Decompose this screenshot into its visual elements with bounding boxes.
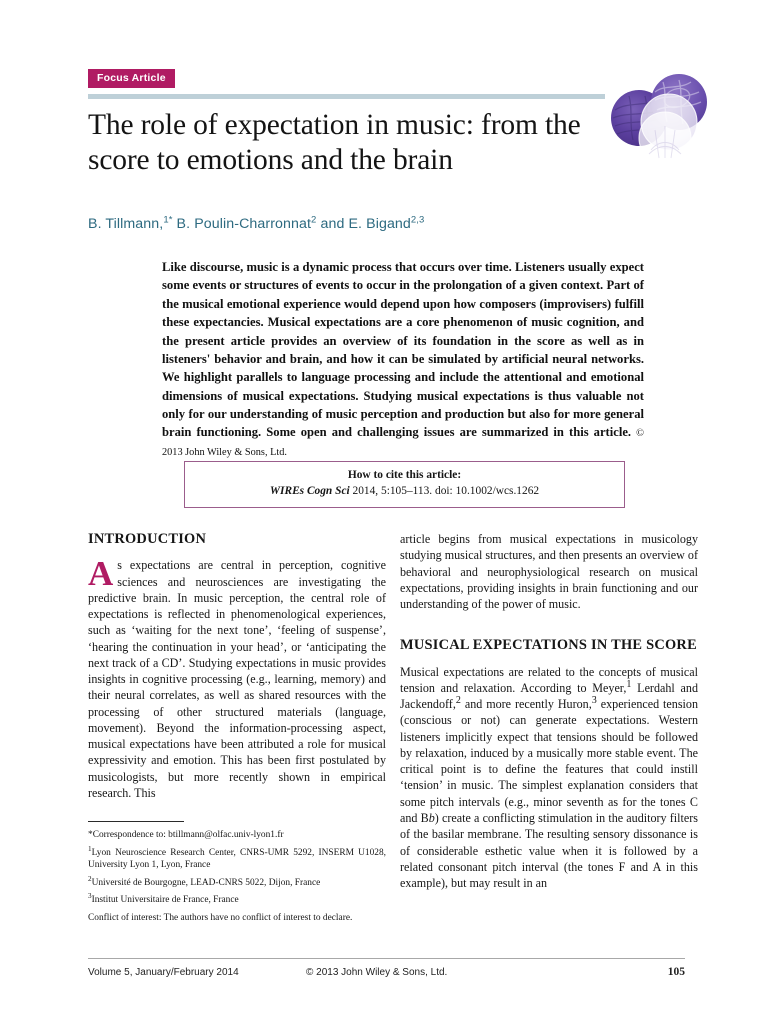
- affiliation-2-text: Université de Bourgogne, LEAD-CNRS 5022, Dijon, France: [91, 877, 321, 888]
- focus-article-badge: Focus Article: [88, 69, 175, 88]
- affiliation-1-marker: 1: [88, 844, 92, 853]
- me-text-2: Lerdahl and Jackendoff,: [400, 680, 698, 712]
- affiliation-3-marker: 3: [88, 891, 92, 900]
- right-column: [400, 531, 698, 891]
- how-to-cite-heading: How to cite this article:: [347, 469, 462, 481]
- left-column: [88, 531, 386, 801]
- me-text-4: experienced tension (conscious or not) can generate expectations. Western listeners implicitly expect that tensions should be followed by relaxation, induced by a musically more stable event. The critical point is to define the features that could instill ‘tension’ in music. The simplest explanation considers that some pitch intervals (e.g., minor seventh as for the tones C and B: [400, 697, 698, 825]
- how-to-cite-reference: [193, 484, 616, 500]
- how-to-cite-box: [184, 461, 625, 508]
- footnotes-block: [88, 821, 386, 929]
- citation-ref-1: 1: [626, 678, 632, 690]
- footer-copyright: © 2013 John Wiley & Sons, Ltd.: [306, 967, 448, 978]
- intro-continuation-paragraph: article begins from musical expectations in musicology studying musical structures, and then presents an overview of behavioral and neurophysiological research on musical expectations, providing insights in brain functioning and our understanding of the power of music.: [400, 532, 698, 612]
- correspondence-note: *Correspondence to: btillmann@olfac.univ-lyon1.fr: [88, 830, 284, 840]
- affiliation-3: [88, 891, 386, 907]
- author-2-name: B. Poulin-Charronnat: [172, 216, 312, 232]
- section-heading-musical-expectations-in-the-score: MUSICAL EXPECTATIONS IN THE SCORE: [400, 637, 697, 654]
- citation-detail: 2014, 5:105–113. doi: 10.1002/wcs.1262: [349, 485, 540, 498]
- introduction-paragraph: [88, 554, 386, 801]
- affiliation-1: [88, 844, 386, 872]
- affiliation-2-marker: 2: [88, 874, 92, 883]
- musical-expectations-paragraph: [400, 664, 698, 892]
- me-text-3: and more recently Huron,: [460, 697, 592, 712]
- page-footer: [88, 966, 685, 978]
- introduction-text: s expectations are central in perception, cognitive sciences and neurosciences are investigating the predictive brain. In music perception, the central role of expectations is reflected in phenomenological experiences, such as ‘waiting for the next tone’, ‘feeling of suspense’, ‘hearing the continuation in your head’, or ‘anticipating the next track of a CD’. Studying expectations in music provides insights in cognitive processing (e.g., learning, memory) and their neural correlates, as well as shared resources with the processing of other structured materials (language, movement). Beyond the information-processing aspect, musical expectations have been attributed a role for musical expressivity and emotion. This has been first postulated by musicologists, but more recently shown in empirical research. This: [88, 558, 386, 800]
- affiliation-3-text: Institut Universitaire de France, France: [91, 895, 239, 905]
- citation-ref-3: 3: [591, 695, 597, 707]
- page-number: 105: [667, 966, 685, 978]
- flat-symbol: b: [428, 811, 435, 825]
- footer-volume: Volume 5, January/February 2014: [88, 967, 239, 978]
- affiliation-1-text: Lyon Neuroscience Research Center, CNRS-UMR 5292, INSERM U1028, University Lyon 1, Lyon, France: [88, 847, 386, 870]
- article-title: The role of expectation in music: from the score to emotions and the brain: [88, 109, 581, 177]
- abstract: [162, 258, 644, 460]
- author-1-affiliation-marker: 1*: [163, 214, 173, 226]
- author-1-name: B. Tillmann,: [88, 216, 164, 232]
- citation-ref-2: 2: [455, 695, 461, 707]
- conflict-of-interest-note: Conflict of interest: The authors have no conflict of interest to declare.: [88, 912, 353, 923]
- abstract-copyright: © 2013 John Wiley & Sons, Ltd.: [162, 428, 644, 458]
- author-2-affiliation-marker: 2: [311, 214, 317, 226]
- drop-cap-letter: A: [88, 554, 114, 594]
- me-text-1: Musical expectations are related to the concepts of musical tension and relaxation. According to Meyer,: [400, 664, 698, 695]
- me-text-5: ) create a conflicting stimulation in the auditory filters of the basilar membrane. The resulting sensory dissonance is of considerable esthetic value when it is followed by a related consonant pitch interval (the tones F and A in this example), but may result in an: [400, 811, 698, 891]
- author-3-affiliation-marker: 2,3: [410, 214, 425, 226]
- journal-name: WIREs Cogn Sci: [269, 485, 350, 498]
- article-header: [88, 68, 685, 99]
- header-divider: [88, 94, 605, 99]
- section-heading-introduction: INTRODUCTION: [88, 531, 207, 547]
- abstract-text: Like discourse, music is a dynamic process that occurs over time. Listeners usually expect some events or structures of events to occur in the prolongation of a given context. Part of the musical emotional experience would depend upon how composers (improvisers) fulfill these expectancies. Musical expectations are a core phenomenon of music cognition, and the present article provides an overview of its foundation in the score as well as in listeners' behavior and brain, and how it can be simulated by artificial neural networks. We highlight parallels to language processing and include the attentional and emotional dimensions of musical expectations. Studying musical expectations is thus valuable not only for our understanding of music perception and production but also for more general brain functioning. Some open and challenging issues are summarized in this article.: [162, 260, 644, 440]
- footer-divider: [88, 958, 685, 959]
- affiliation-2: [88, 874, 386, 890]
- footnote-divider: [88, 821, 184, 822]
- author-3-name: and E. Bigand: [316, 216, 411, 232]
- author-list: [88, 216, 648, 232]
- wires-circles-brain-logo: [607, 66, 711, 172]
